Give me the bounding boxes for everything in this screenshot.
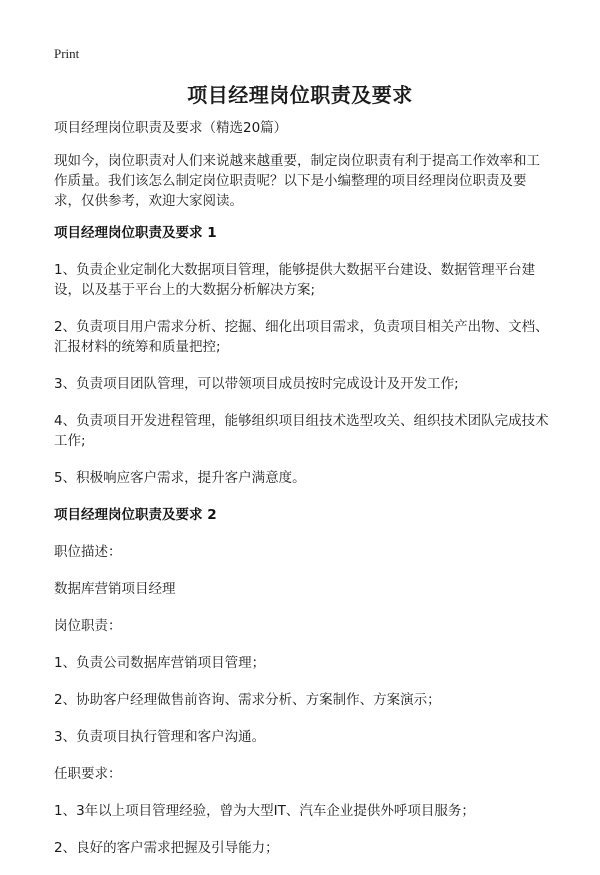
section2-line: 2、协助客户经理做售前咨询、需求分析、方案制作、方案演示； [54,692,441,708]
section2-line: 1、负责公司数据库营销项目管理； [54,655,266,671]
section1-item: 5、积极响应客户需求，提升客户满意度。 [54,470,306,486]
document-body [54,118,552,875]
document-title: 项目经理岗位职责及要求 [187,83,413,107]
section-heading-2: 项目经理岗位职责及要求 2 [54,507,217,523]
section2-line: 任职要求： [54,766,122,782]
section2-line: 职位描述： [54,544,122,560]
document-subtitle: 项目经理岗位职责及要求（精选20篇） [54,120,288,136]
section1-item: 2、负责项目用户需求分析、挖掘、细化出项目需求，负责项目相关产出物、文档、汇报材料的统筹和质量把控; [54,319,549,355]
print-label[interactable]: Print [54,46,80,61]
section2-line: 数据库营销项目经理 [54,581,176,597]
section-heading-1: 项目经理岗位职责及要求 1 [54,225,217,241]
intro-paragraph: 现如今，岗位职责对人们来说越来越重要，制定岗位职责有利于提高工作效率和工作质量。我们该怎么制定岗位职责呢？以下是小编整理的项目经理岗位职责及要求，仅供参考，欢迎大家阅读。 [54,153,540,209]
section1-item: 1、负责企业定制化大数据项目管理，能够提供大数据平台建设、数据管理平台建设，以及基于平台上的大数据分析解决方案; [54,262,536,298]
section2-line: 岗位职责： [54,618,122,634]
section1-item: 4、负责项目开发进程管理，能够组织项目组技术选型攻关、组织技术团队完成技术工作; [54,413,549,449]
section1-item: 3、负责项目团队管理，可以带领项目成员按时完成设计及开发工作; [54,376,459,392]
section2-line: 3、负责项目执行管理和客户沟通。 [54,729,266,745]
section2-line: 1、3年以上项目管理经验，曾为大型IT、汽车企业提供外呼项目服务； [54,803,475,819]
section2-line: 2、良好的客户需求把握及引导能力； [54,840,279,856]
